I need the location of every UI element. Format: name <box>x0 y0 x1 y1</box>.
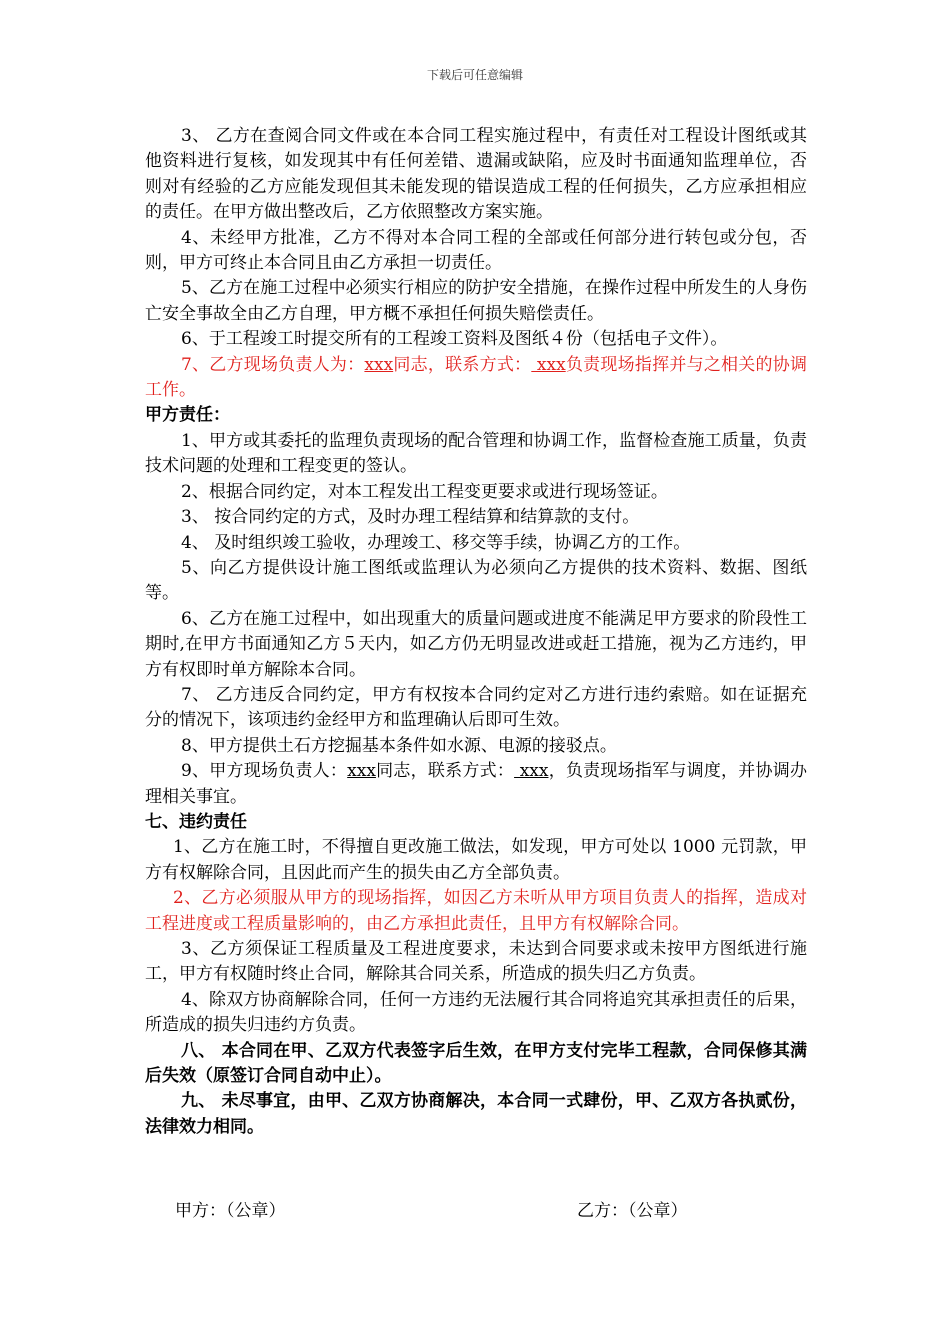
breach-clause-3: 3、乙方须保证工程质量及工程进度要求，未达到合同要求或未按甲方图纸进行施工，甲方有权随时终止合同，解除其合同关系，所造成的损失归乙方负责。 <box>145 939 807 985</box>
clause-a5: 5、向乙方提供设计施工图纸或监理认为必须向乙方提供的技术资料、数据、图纸等。 <box>145 557 807 604</box>
breach-clause-2: 2、乙方必须服从甲方的现场指挥，如因乙方未听从甲方项目负责人的指挥，造成对工程进度或工程质量影响的，由乙方承担此责任，且甲方有权解除合同。 <box>145 888 807 934</box>
clause-a9-text-b: 同志，联系方式： <box>375 761 515 782</box>
clause-b5: 5、乙方在施工过程中必须实行相应的防护安全措施，在操作过程中所发生的人身伤亡安全事故全由乙方自理，甲方概不承担任何损失赔偿责任。 <box>145 278 807 324</box>
breach-heading: 七、违约责任 <box>145 811 247 832</box>
clause-a3: 3、 按合同约定的方式，及时办理工程结算和结算款的支付。 <box>181 507 640 528</box>
clause-a7: 7、 乙方违反合同约定，甲方有权按本合同约定对乙方进行违约索赔。如在证据充分的情况下，该项违约金经甲方和监理确认后即可生效。 <box>145 684 807 731</box>
clause-a9-text-c: ，负责现场指军与调度，并协调办理相关事宜。 <box>145 761 807 807</box>
clause-b7-name: xxx <box>364 354 394 375</box>
clause-b4: 4、未经甲方批准，乙方不得对本合同工程的全部或任何部分进行转包或分包，否则，甲方可终止本合同且由乙方承担一切责任。 <box>145 227 807 274</box>
party-a-duties-heading: 甲方责任： <box>145 405 230 426</box>
party-a-seal: 甲方：（公章） <box>175 1201 286 1221</box>
clause-b7 <box>145 353 807 404</box>
clause-b7-text-a: 7、乙方现场负责人为： <box>181 354 365 375</box>
clause-a9-text-a: 9、甲方现场负责人： <box>181 761 348 782</box>
clause-a9 <box>145 759 807 810</box>
clause-a8: 8、甲方提供土石方挖掘基本条件如水源、电源的接驳点。 <box>181 735 617 756</box>
breach-clause-1: 1、乙方在施工时，不得擅自更改施工做法，如发现，甲方可处以 1000 元罚款，甲方有权解除合同，且因此而产生的损失由乙方全部负责。 <box>145 837 807 883</box>
clause-a2: 2、根据合同约定，对本工程发出工程变更要求或进行现场签证。 <box>181 481 668 502</box>
clause-a1: 1、甲方或其委托的监理负责现场的配合管理和协调工作，监督检查施工质量，负责技术问题的处理和工程变更的签认。 <box>145 430 807 477</box>
clause-b7-text-b: 同志，联系方式： <box>393 354 532 375</box>
clause-a4: 4、 及时组织竣工验收，办理竣工、移交等手续，协调乙方的工作。 <box>181 532 691 553</box>
page-header: 下载后可任意编辑 <box>426 68 523 82</box>
clause-eight: 八、 本合同在甲、乙双方代表签字后生效，在甲方支付完毕工程款，合同保修其满后失效（原签订合同自动中止）。 <box>145 1040 807 1087</box>
clause-b7-text-c: 负责现场指挥并与之相关的协调工作。 <box>145 354 807 401</box>
clause-nine: 九、 未尽事宜，由甲、乙双方协商解决，本合同一式肆份，甲、乙双方各执贰份，法律效力相同。 <box>145 1091 807 1137</box>
breach-clause-4: 4、除双方协商解除合同，任何一方违约无法履行其合同将追究其承担责任的后果，所造成的损失归违约方负责。 <box>145 989 807 1036</box>
contract-body <box>145 124 807 1140</box>
clause-a9-name: xxx <box>347 761 376 782</box>
party-b-seal: 乙方：（公章） <box>577 1201 688 1221</box>
clause-a9-contact: xxx <box>514 761 549 782</box>
clause-a6: 6、乙方在施工过程中，如出现重大的质量问题或进度不能满足甲方要求的阶段性工期时,在甲方书面通知乙方５天内，如乙方仍无明显改进或赶工措施，视为乙方违约，甲方有权即时单方解除本合同。 <box>145 608 807 680</box>
clause-b6: 6、于工程竣工时提交所有的工程竣工资料及图纸４份（包括电子文件）。 <box>181 329 728 350</box>
clause-b3: 3、 乙方在查阅合同文件或在本合同工程实施过程中，有责任对工程设计图纸或其他资料进行复核，如发现其中有任何差错、遗漏或缺陷，应及时书面通知监理单位，否则对有经验的乙方应能发现但其未能发现的错误造成工程的任何损失，乙方应承担相应的责任。在甲方做出整改后，乙方依照整改方案实施。 <box>145 126 807 223</box>
clause-b7-contact: xxx <box>531 354 566 375</box>
